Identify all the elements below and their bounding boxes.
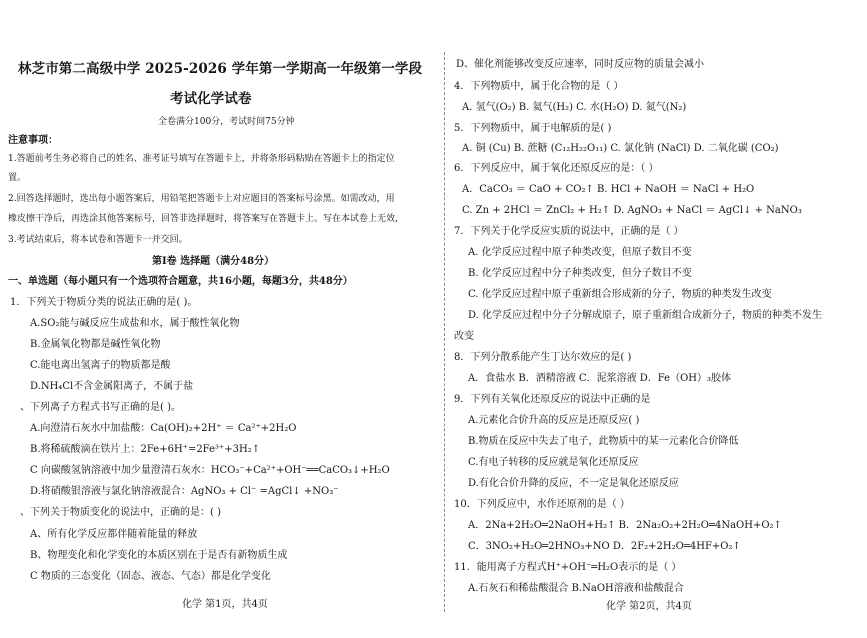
question-8-stem: 8．下列分散系能产生丁达尔效应的是( ) [454, 352, 632, 363]
notice-title: 注意事项： [8, 135, 58, 146]
notice-item-2b: 橡皮擦干净后，再选涂其他答案标号，回答非选择题时，将答案写在答题卡上。写在本试卷上无效， [8, 214, 405, 224]
question-9-option-d: D.有化合价升降的反应，不一定是氧化还原反应 [468, 478, 679, 489]
exam-title-line-1: 林芝市第二高级中学 2025-2026 学年第一学期高一年级第一学段 [18, 61, 423, 77]
question-7-option-d-line-1: D. 化学反应过程中分子分解成原子，原子重新组合成新分子，物质的种类不发生 [468, 310, 823, 321]
exam-subtitle: 全卷满分100分，考试时间75分钟 [158, 117, 295, 127]
part-title: 一、单选题（每小题只有一个选项符合题意，共16小题，每题3分，共48分） [8, 276, 353, 287]
section-title: 第Ⅰ卷 选择题（满分48分） [152, 256, 275, 267]
question-11-options: A.石灰石和稀盐酸混合 B.NaOH溶液和盐酸混合 [468, 583, 684, 594]
question-10-stem: 10．下列反应中，水作还原剂的是（ ） [454, 499, 630, 510]
question-6-stem: 6．下列反应中，属于氧化还原反应的是：（ ） [454, 163, 659, 174]
question-11-stem: 11．能用离子方程式H⁺+OH⁻═H₂O表示的是（ ） [454, 562, 682, 573]
notice-item-3: 3.考试结束后，将本试卷和答题卡一并交回。 [8, 235, 188, 245]
question-5-stem: 5．下列物质中，属于电解质的是( ) [454, 123, 612, 134]
question-10-options-ab: A．2Na+2H₂O═2NaOH+H₂↑ B．2Na₂O₂+2H₂O═4NaOH+O₂↑ [468, 520, 782, 531]
question-3-option-b: B、物理变化和化学变化的本质区别在于是否有新物质生成 [30, 550, 288, 561]
question-7-option-d-line-2: 改变 [454, 331, 474, 342]
question-9-stem: 9．下列有关氧化还原反应的说法中正确的是 [454, 394, 651, 405]
question-6-options-cd: C. Zn + 2HCl ＝ ZnCl₂ + H₂↑ D. AgNO₃ + NaCl ＝ AgCl↓ + NaNO₃ [462, 205, 802, 216]
question-3-option-a: A、所有化学反应都伴随着能量的释放 [30, 529, 198, 540]
question-2-stem: 、下列离子方程式书写正确的是( )。 [20, 402, 181, 413]
question-8-options: A．食盐水 B．酒精溶液 C．泥浆溶液 D．Fe（OH）₃胶体 [468, 373, 732, 384]
notice-item-1a: 1.答题前考生务必将自己的姓名、准考证号填写在答题卡上，并将条形码粘贴在答题卡上的指定位 [8, 154, 395, 164]
question-3-option-d: D、催化剂能够改变反应速率，同时反应物的质量会减小 [456, 59, 705, 70]
question-3-stem: 、下列关于物质变化的说法中，正确的是：( ) [20, 507, 221, 518]
question-5-options: A. 铜 (Cu) B. 蔗糖 (C₁₂H₂₂O₁₁) C. 氯化钠 (NaCl) D. 二氧化碳 (CO₂) [462, 143, 779, 154]
page-2-footer: 化学 第2页，共4页 [606, 601, 692, 612]
question-2-option-a: A.向澄清石灰水中加盐酸：Ca(OH)₂+2H⁺ ＝ Ca²⁺+2H₂O [30, 423, 297, 434]
exam-page-2 [446, 0, 867, 638]
notice-item-2a: 2.回答选择题时，选出每小题答案后，用铅笔把答题卡上对应题目的答案标号涂黑。如需改动，用 [8, 194, 395, 204]
question-3-option-c: C 物质的三态变化（固态、液态、气态）都是化学变化 [30, 571, 271, 582]
question-9-option-a: A.元素化合价升高的反应是还原反应( ) [468, 415, 640, 426]
notice-item-1b: 置。 [8, 173, 27, 183]
page-1-footer: 化学 第1页，共4页 [182, 599, 268, 610]
question-1-stem: 1．下列关于物质分类的说法正确的是( )。 [10, 297, 198, 308]
question-10-options-cd: C．3NO₂+H₂O═2HNO₃+NO D．2F₂+2H₂O═4HF+O₂↑ [468, 541, 741, 552]
question-4-stem: 4．下列物质中，属于化合物的是（ ） [454, 81, 624, 92]
page-divider [444, 52, 445, 612]
question-7-option-a: A. 化学反应过程中原子种类改变，但原子数目不变 [468, 247, 692, 258]
exam-title-line-2: 考试化学试卷 [170, 91, 252, 107]
question-7-stem: 7．下列关于化学反应实质的说法中，正确的是（ ） [454, 226, 684, 237]
question-1-option-c: C.能电离出氢离子的物质都是酸 [30, 360, 171, 371]
question-9-option-b: B.物质在反应中失去了电子，此物质中的某一元素化合价降低 [468, 436, 739, 447]
question-2-option-d: D.将硝酸银溶液与氯化钠溶液混合：AgNO₃ + Cl⁻ =AgCl↓ +NO₃⁻ [30, 486, 339, 497]
question-6-options-ab: A．CaCO₃ ＝ CaO + CO₂↑ B. HCl + NaOH ＝ NaCl + H₂O [462, 184, 755, 195]
question-7-option-c: C. 化学反应过程中原子重新组合形成新的分子，物质的种类发生改变 [468, 289, 772, 300]
question-2-option-b: B.将稀硫酸滴在铁片上：2Fe+6H⁺=2Fe³⁺+3H₂↑ [30, 444, 261, 455]
question-1-option-b: B.金属氧化物都是碱性氧化物 [30, 339, 161, 350]
question-1-option-a: A.SO₂能与碱反应生成盐和水，属于酸性氧化物 [30, 318, 240, 329]
question-1-option-d: D.NH₄Cl不含金属阳离子，不属于盐 [30, 381, 194, 392]
question-4-options: A. 氢气(O₂) B. 氦气(H₂) C. 水(H₂O) D. 氮气(N₂) [462, 102, 687, 113]
question-7-option-b: B. 化学反应过程中分子种类改变，但分子数目不变 [468, 268, 692, 279]
question-9-option-c: C.有电子转移的反应就是氧化还原反应 [468, 457, 639, 468]
question-2-option-c: C 向碳酸氢钠溶液中加少量澄清石灰水：HCO₃⁻+Ca²⁺+OH⁻══CaCO₃↓+H₂O [30, 465, 390, 476]
